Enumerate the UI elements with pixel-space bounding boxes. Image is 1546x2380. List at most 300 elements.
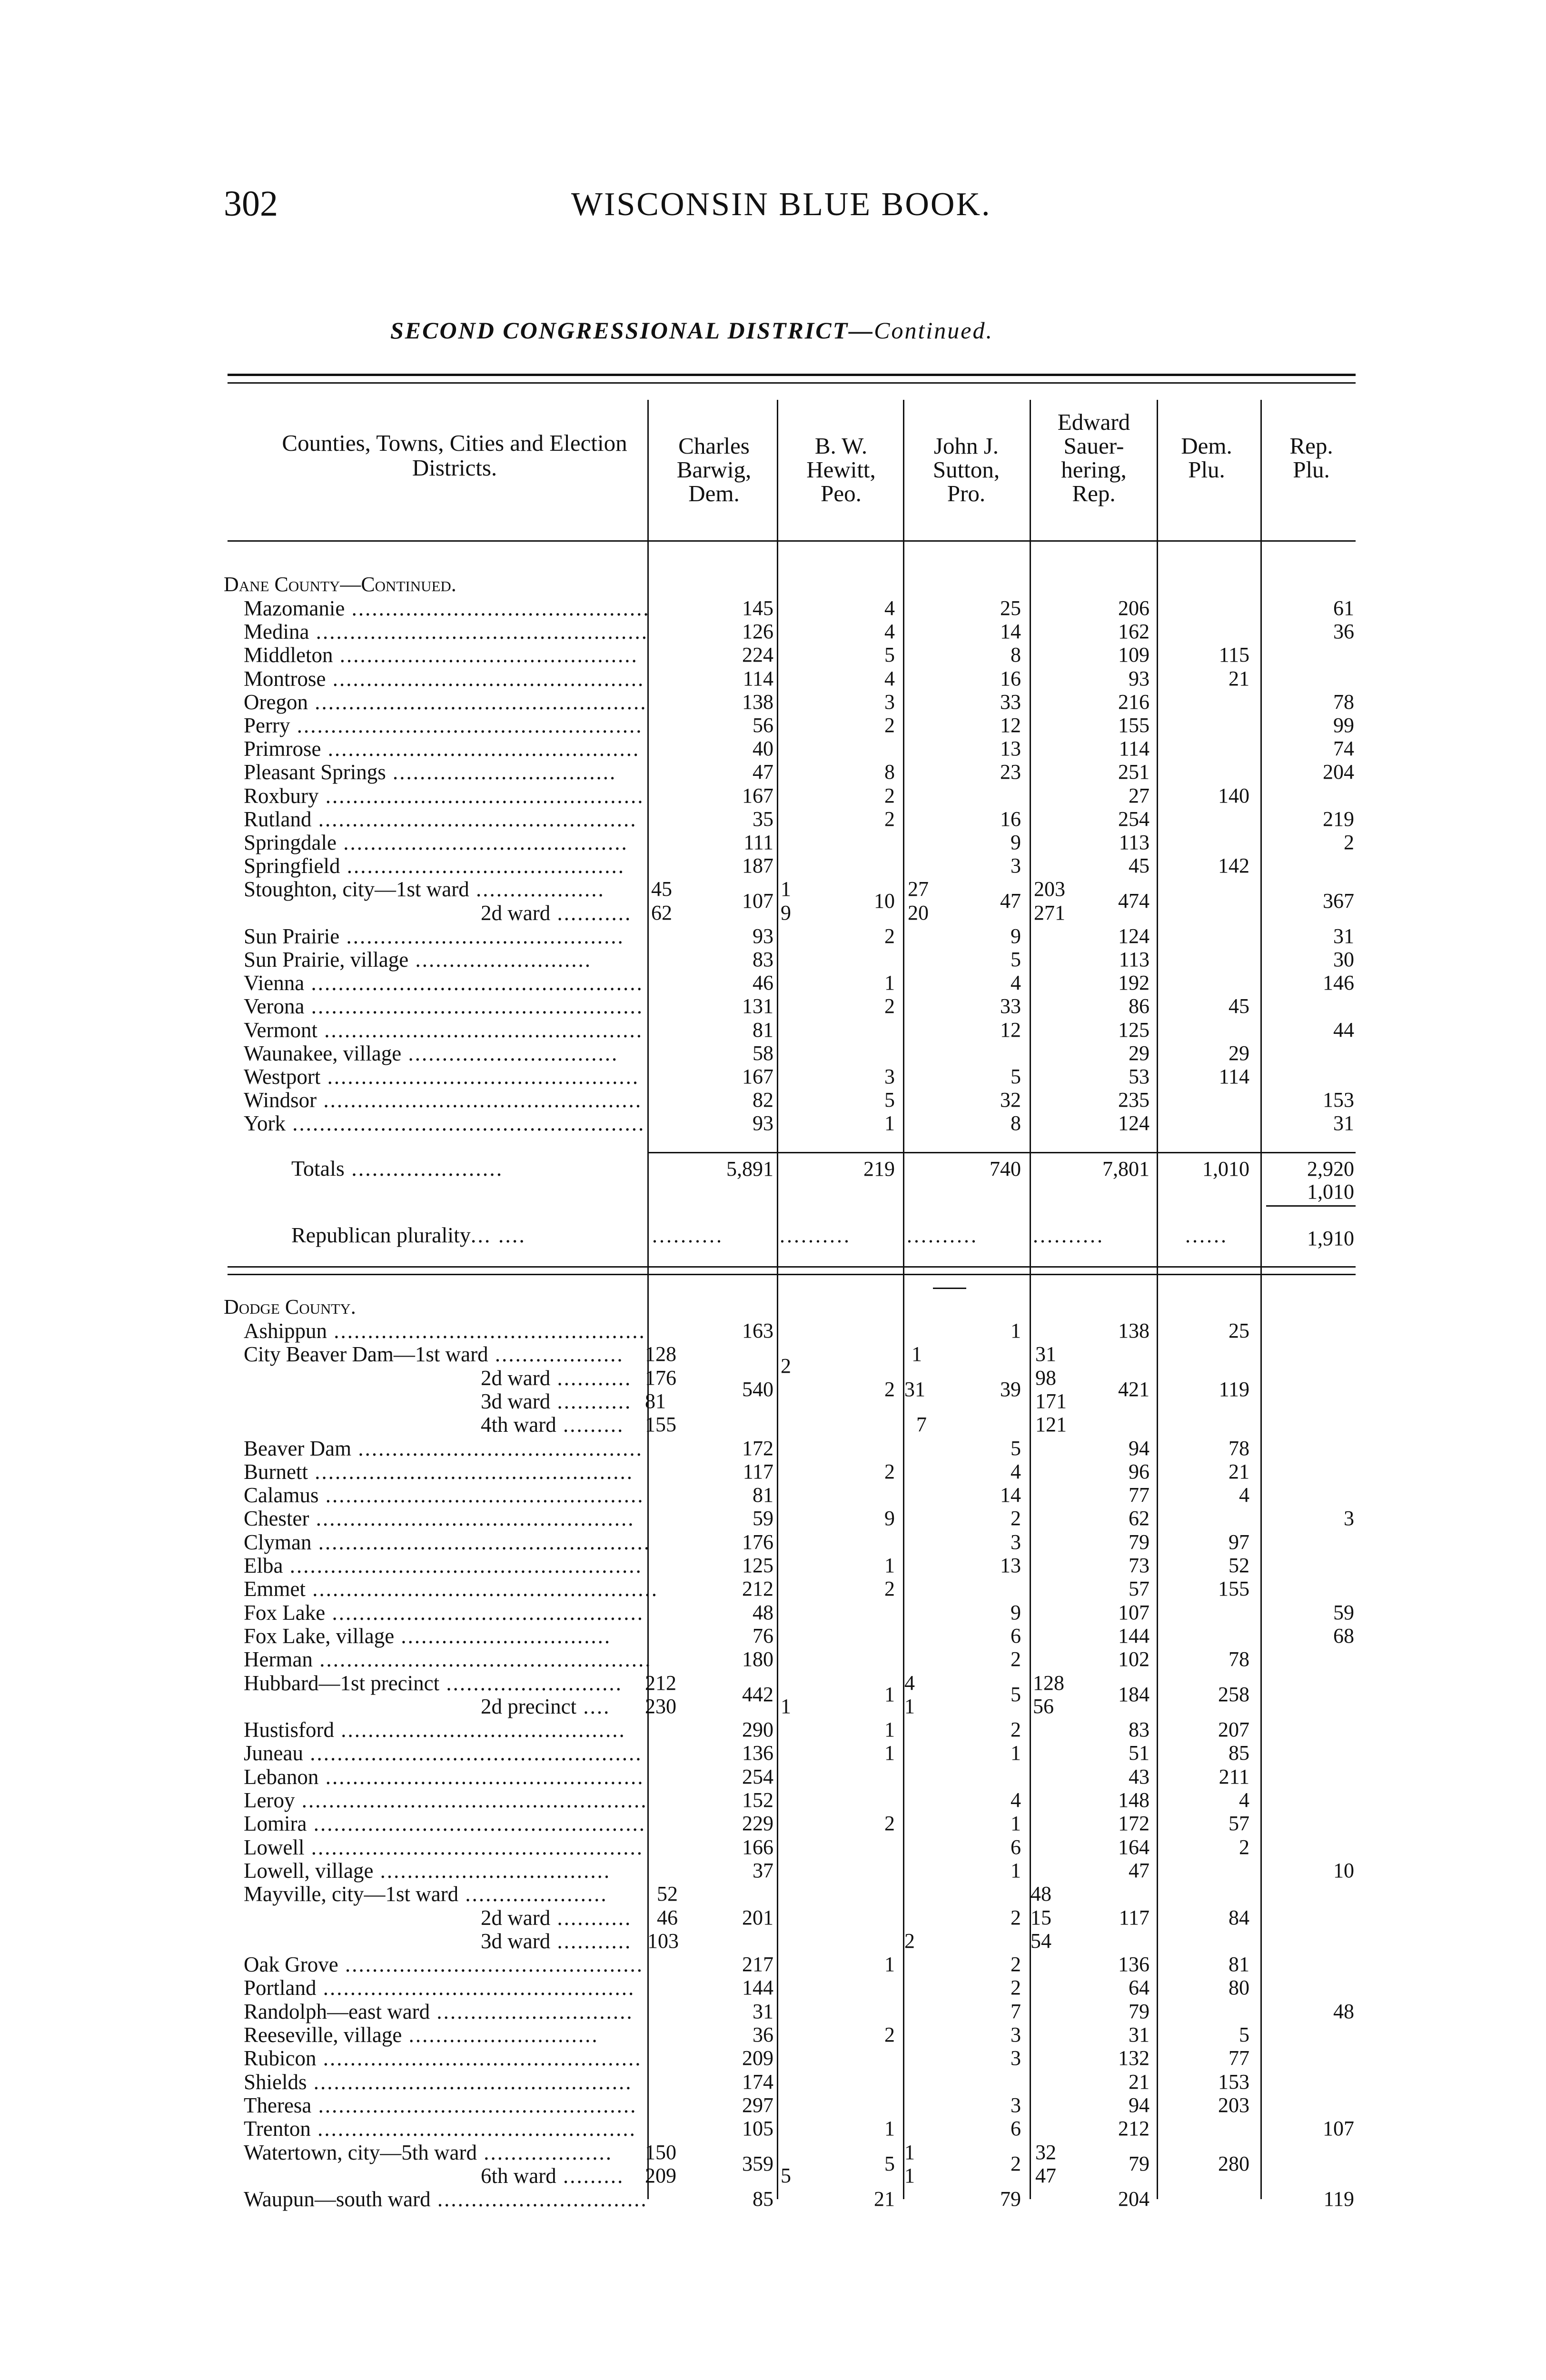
cell-sauerhering: 184 [1118,1683,1150,1706]
district-name: Beaver Dam [244,1436,352,1460]
cell-dem-plu: 84 [1229,1905,1249,1929]
district-name: Waupun—south ward [244,2187,431,2211]
cell-sauerhering: 53 [1129,1065,1150,1088]
leader-dots: ........... [550,1929,632,1953]
cell-sauerhering: 117 [1119,1905,1150,1929]
district-label [244,924,624,949]
district-name: 6th ward [481,2163,556,2188]
cell-sutton: 4 [1011,1459,1021,1483]
cell-sutton: 79 [1000,2187,1021,2211]
leader-dots: ......... [556,2163,624,2188]
cell-sutton: 23 [1000,760,1021,784]
cell-sutton: 32 [1000,1088,1021,1112]
cell-barwig: 35 [753,807,773,831]
district-label [244,1459,634,1484]
cell-dem-plu: 119 [1219,1378,1249,1401]
cell-dem-plu: 142 [1218,854,1249,878]
cell-barwig: 152 [742,1788,773,1812]
leader-dots: ............................................... [318,783,644,808]
cell-barwig: 93 [753,1111,773,1135]
district-name: 2d precinct [481,1694,577,1718]
district-label [244,2187,648,2211]
cell-barwig: 187 [742,854,773,878]
cell-sauerhering: 79 [1129,1999,1150,2023]
leader-dots: ............................ [402,2023,599,2047]
leader-dots: .......................................... [351,1436,643,1460]
cell-rep-plu: 146 [1323,971,1354,995]
cell-sutton: 8 [1011,643,1021,667]
ward-vote: 56 [1033,1694,1054,1718]
cell-sutton: 1 [1011,1858,1021,1882]
cell-sauerhering: 79 [1129,1530,1150,1554]
cell-sauerhering: 235 [1118,1088,1150,1112]
top-rule-1 [228,374,1356,376]
district-name: York [244,1111,286,1136]
total-sutton: 740 [990,1157,1021,1180]
cell-sutton: 2 [1011,1976,1021,2000]
district-name: Sun Prairie, village [244,948,409,972]
cell-sutton: 13 [1000,1554,1021,1577]
cell-barwig: 217 [742,1953,773,1976]
section-rule-1 [228,1266,1356,1268]
leader-dots: ............................................... [311,807,637,831]
district-label [244,1018,643,1042]
cell-hewitt: 2 [884,994,895,1018]
leader-dots: ................................................. [307,690,647,714]
cell-barwig: 359 [742,2152,773,2176]
total-rep-plu-extra: 1,010 [1307,1180,1354,1203]
leader-dots: ........... [550,1905,632,1930]
cell-hewitt: 21 [874,2187,895,2211]
cell-barwig: 107 [742,889,773,912]
leader-dots: .............................................. [326,666,645,691]
district-label [244,596,650,621]
cell-sutton: 3 [1011,2023,1021,2046]
leader-dots: .............................................. [320,1065,640,1089]
header-line: Pro. [947,480,986,506]
ward-vote: 46 [657,1905,678,1929]
cell-sauerhering: 204 [1118,2187,1150,2211]
ward-vote: 271 [1034,901,1065,924]
district-name: Roxbury [244,783,319,808]
cell-dem-plu: 25 [1229,1319,1249,1342]
ward-vote: 27 [908,877,929,901]
district-name: Ashippun [244,1319,327,1343]
district-name: Montrose [244,666,326,691]
leader-dots: ........... [550,1366,632,1390]
cell-sauerhering: 109 [1118,643,1150,667]
leader-dots: ................... [488,1342,624,1367]
cell-barwig: 125 [742,1554,773,1577]
leader-dots: .............................................. [327,1319,646,1343]
district-name: Mazomanie [244,596,345,620]
leader-dots: ................................................. [303,1741,643,1765]
district-label [244,1553,643,1578]
district-name: Hustisford [244,1718,334,1742]
leader-dots: ................................................. [309,620,648,644]
cell-rep-plu: 36 [1333,620,1354,644]
cell-dem-plu: 207 [1218,1718,1249,1742]
cell-dem-plu: 52 [1229,1554,1249,1577]
column-header-hewitt [779,434,903,506]
header-line: Dem. [688,480,740,506]
total-dem-plu: 1,010 [1202,1157,1249,1180]
district-label [481,2163,624,2188]
district-name: Verona [244,994,305,1019]
leader-dots: .............................................. [325,1600,644,1625]
cell-sauerhering: 77 [1129,1483,1150,1507]
cell-hewitt: 9 [884,1507,895,1530]
cell-barwig: 297 [742,2093,773,2117]
ward-vote: 62 [651,901,672,924]
cell-sutton: 8 [1011,1111,1021,1135]
cell-sauerhering: 79 [1129,2152,1150,2176]
cell-barwig: 172 [742,1436,773,1460]
ward-vote: 81 [645,1389,666,1413]
cell-barwig: 180 [742,1647,773,1671]
district-label [481,1929,632,1954]
cell-dem-plu: 115 [1219,643,1249,667]
cell-sauerhering: 136 [1118,1953,1150,1976]
cell-sauerhering: 212 [1118,2117,1150,2141]
cell-sauerhering: 125 [1118,1018,1150,1041]
cell-dem-plu: 258 [1218,1683,1249,1706]
cell-dem-plu: 203 [1218,2093,1249,2117]
cell-barwig: 167 [742,783,773,807]
district-name: Fox Lake [244,1600,326,1625]
district-label [244,1577,658,1601]
ward-vote: 4 [904,1671,915,1695]
ward-vote: 31 [1035,1342,1056,1366]
cell-sauerhering: 83 [1129,1718,1150,1742]
cell-hewitt: 4 [884,666,895,690]
district-name: Springdale [244,831,337,854]
ward-vote: 1 [781,1694,791,1718]
district-label [244,783,644,808]
cell-dem-plu: 77 [1229,2046,1249,2070]
district-label [244,2046,642,2071]
leader-dots: ............................. [430,1999,634,2023]
district-label [244,643,638,667]
cell-barwig: 131 [742,994,773,1018]
district-name: Portland [244,1976,317,2000]
cell-sauerhering: 124 [1118,1111,1150,1135]
header-line: Rep. [1072,480,1116,506]
cell-sauerhering: 254 [1118,807,1150,831]
cell-sauerhering: 192 [1118,971,1150,995]
district-name: Reeseville, village [244,2023,402,2047]
cell-sauerhering: 206 [1118,596,1150,620]
district-name: Medina [244,620,309,644]
leader-dots: ............................................ [338,1953,644,1977]
district-name: Hubbard—1st precinct [244,1671,440,1695]
district-label [244,971,644,995]
ward-vote: 1 [781,877,791,901]
cell-sutton: 14 [1000,1483,1021,1507]
cell-sauerhering: 73 [1129,1554,1150,1577]
district-name: Burnett [244,1459,308,1484]
district-label [244,1671,623,1696]
cell-hewitt: 2 [884,807,895,831]
cell-hewitt: 4 [884,596,895,620]
cell-sutton: 9 [1011,1600,1021,1624]
header-line: John J. [933,433,999,459]
header-line: B. W. [814,433,868,459]
leader-dots: ................................................... [290,714,643,737]
cell-barwig: 59 [753,1507,773,1530]
district-name: Theresa [244,2093,312,2117]
ward-vote: 212 [645,1671,676,1695]
district-name: Mayville, city—1st ward [244,1882,459,1906]
header-line: Edward [1057,409,1130,435]
district-label [244,690,647,714]
cell-rep-plu: 153 [1323,1088,1354,1112]
cell-hewitt: 3 [884,690,895,714]
leader-dots: .................................................... [283,1554,643,1577]
cell-dem-plu: 21 [1229,666,1249,690]
cell-hewitt: 2 [884,924,895,948]
cell-rep-plu: 99 [1333,714,1354,737]
cell-barwig: 85 [753,2187,773,2211]
district-name: Emmet [244,1577,306,1601]
cell-dem-plu: 5 [1239,2023,1249,2046]
ward-vote: 209 [645,2163,676,2187]
cell-sauerhering: 124 [1118,924,1150,948]
ward-vote: 203 [1034,877,1065,901]
cell-sutton: 6 [1011,1835,1021,1859]
cell-dem-plu: 21 [1229,1459,1249,1483]
district-name: Trenton [244,2117,311,2141]
ward-vote: 1 [904,2140,915,2164]
cell-dem-plu: 85 [1229,1741,1249,1765]
cell-barwig: 46 [753,971,773,995]
district-name: Leroy [244,1788,295,1812]
cell-sauerhering: 421 [1118,1378,1150,1401]
cell-sauerhering: 27 [1129,783,1150,807]
dodge-heading: Dodge County. [224,1295,356,1319]
district-label [244,619,648,644]
district-name: Chester [244,1507,309,1531]
cell-dem-plu: 78 [1229,1436,1249,1460]
cell-dem-plu: 155 [1218,1577,1249,1601]
cell-dem-plu: 4 [1239,1788,1249,1812]
cell-sutton: 5 [1011,1683,1021,1706]
district-label [244,2023,599,2047]
district-label [244,1882,608,1906]
ward-vote: 31 [904,1378,925,1401]
header-line: Hewitt, [806,456,876,483]
cell-sauerhering: 113 [1119,831,1150,854]
cell-barwig: 81 [753,1483,773,1507]
district-name: Sun Prairie [244,924,340,948]
leader-dots: ............................................... [318,1483,644,1507]
district-label [244,1765,644,1789]
district-label [244,947,592,972]
district-name: 4th ward [481,1413,556,1437]
cell-hewitt: 3 [884,1065,895,1088]
leader-dots: ........... [550,901,632,925]
district-name: Pleasant Springs [244,760,386,784]
cell-hewitt: 5 [884,1088,895,1112]
cell-sutton: 13 [1000,737,1021,761]
cell-hewitt: 1 [884,1741,895,1765]
district-name: Oregon [244,690,308,714]
cell-sauerhering: 43 [1129,1765,1150,1788]
district-label [244,1342,624,1367]
cell-dem-plu: 80 [1229,1976,1249,2000]
cell-rep-plu: 68 [1333,1624,1354,1647]
cell-hewitt: 1 [884,1953,895,1976]
district-name: 2d ward [481,901,551,925]
cell-sauerhering: 64 [1129,1976,1150,2000]
district-label [244,1530,651,1555]
cell-barwig: 442 [742,1683,773,1706]
cell-sauerhering: 93 [1129,666,1150,690]
district-name: Lomira [244,1812,307,1836]
district-name: 2d ward [481,1366,551,1390]
district-name: Lowell, village [244,1858,374,1883]
ward-vote: 15 [1031,1905,1051,1929]
cell-barwig: 136 [742,1741,773,1765]
cell-sauerhering: 216 [1118,690,1150,714]
leader-dots: ............................................... [311,2093,637,2117]
cell-sauerhering: 21 [1129,2070,1150,2093]
cell-sutton: 9 [1011,831,1021,854]
ward-vote: 155 [645,1413,676,1437]
cell-sutton: 4 [1011,971,1021,995]
header-line: Dem. [1181,433,1232,459]
ward-vote: 2 [781,1354,791,1378]
district-name: Waunakee, village [244,1041,402,1065]
cell-sutton: 3 [1011,1530,1021,1554]
leader-dots: .................................. [373,1858,611,1883]
district-name: Vienna [244,971,305,995]
header-line: Sutton, [932,456,1000,483]
cell-sauerhering: 474 [1118,889,1150,912]
cell-sauerhering: 251 [1118,760,1150,784]
district-name: Oak Grove [244,1953,338,1977]
leader-dots: ................................. [386,760,617,784]
cell-sutton: 1 [1011,1741,1021,1765]
cell-dem-plu: 57 [1229,1812,1249,1835]
leader-dots: .......................................... [336,831,628,854]
cell-sutton: 33 [1000,994,1021,1018]
cell-sutton: 3 [1011,2046,1021,2070]
cell-barwig: 212 [742,1577,773,1601]
ward-vote: 2 [904,1929,915,1953]
leader-dots: ............................... [401,1041,619,1065]
district-name: 3d ward [481,1929,551,1953]
cell-hewitt: 1 [884,1683,895,1706]
district-label [481,1366,632,1390]
district-label [244,1952,644,1977]
district-label [244,713,643,738]
cell-dem-plu: 4 [1239,1483,1249,1507]
district-label [481,1412,624,1437]
cell-barwig: 145 [742,596,773,620]
district-label [244,1624,611,1648]
leader-dots: ................................................. [304,994,644,1019]
district-label [244,736,640,761]
cell-barwig: 93 [753,924,773,948]
totals-label: Totals ...................... [291,1156,504,1180]
total-rep-plu: 2,920 [1307,1157,1354,1180]
plurality-underline [1266,1205,1356,1207]
leader-dots: .......................... [408,948,592,972]
district-name: Shields [244,2070,307,2094]
district-label [481,901,632,925]
cell-hewitt: 2 [884,1812,895,1835]
cell-barwig: 83 [753,948,773,971]
cell-sutton: 39 [1000,1378,1021,1401]
leader-dots: ......... [556,1413,624,1437]
cell-barwig: 36 [753,2023,773,2046]
leader-dots: ............................................... [309,1507,635,1531]
cell-sutton: 6 [1011,1624,1021,1647]
cell-sauerhering: 96 [1129,1459,1150,1483]
cell-barwig: 58 [753,1041,773,1065]
district-label [244,1506,634,1531]
leader-dots: ................................................. [312,1647,652,1672]
cell-rep-plu: 10 [1333,1858,1354,1882]
cell-barwig: 111 [743,831,773,854]
cell-barwig: 209 [742,2046,773,2070]
cell-dem-plu: 114 [1219,1065,1249,1088]
cell-sauerhering: 57 [1129,1577,1150,1601]
page-number: 302 [224,184,278,224]
ward-vote: 1 [904,1694,915,1718]
district-name: Randolph—east ward [244,1999,430,2023]
district-name: Calamus [244,1483,319,1507]
district-label [244,1741,642,1765]
ward-vote: 230 [645,1694,676,1718]
leader-dots: ............................................... [307,2070,633,2094]
district-label [244,1788,647,1813]
cell-barwig: 31 [753,1999,773,2023]
leader-dots: ......................................... [340,854,625,878]
leader-dots: ......................................... [339,924,624,948]
district-label [244,2070,633,2094]
header-rule [228,540,1356,542]
leader-dots: ............................................... [307,1459,634,1484]
header-line: Rep. [1289,433,1333,459]
leader-dots: .............................................. [316,1976,635,2000]
district-label [244,1999,634,2024]
cell-rep-plu: 59 [1333,1600,1354,1624]
ward-vote: 47 [1035,2163,1056,2187]
cell-rep-plu: 78 [1333,690,1354,714]
cell-rep-plu: 367 [1323,889,1354,912]
ward-vote: 1 [912,1342,922,1366]
leader-dots: ................................................. [304,1835,644,1859]
cell-hewitt: 2 [884,1577,895,1601]
cell-sutton: 2 [1011,1507,1021,1530]
header-line: Sauer- [1063,433,1124,459]
district-name: Stoughton, city—1st ward [244,877,469,902]
district-label [244,1064,639,1089]
leader-dots: ................... [469,877,605,902]
district-name: Clyman [244,1530,312,1554]
top-rule-2 [228,382,1356,384]
district-label [244,1111,645,1136]
cell-sauerhering: 107 [1118,1600,1150,1624]
ward-vote: 150 [645,2140,676,2164]
cell-sauerhering: 114 [1119,737,1150,761]
column-header-barwig [652,434,776,506]
cell-barwig: 229 [742,1812,773,1835]
district-label [244,2116,636,2141]
leader-dots: ................................................. [311,1530,651,1554]
